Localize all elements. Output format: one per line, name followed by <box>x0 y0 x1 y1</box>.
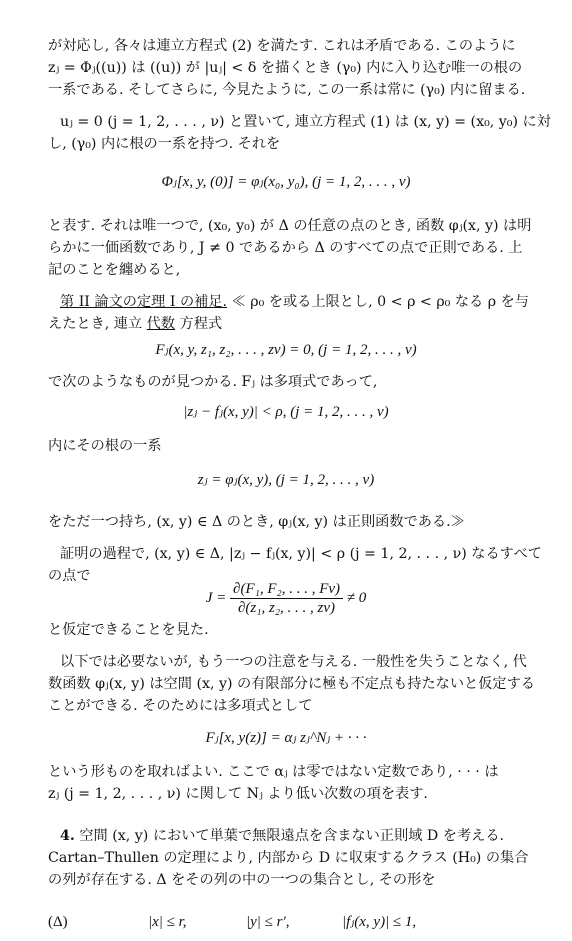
jacobian-fraction <box>230 580 343 617</box>
equation-phi: Φⱼ[x, y, (0)] = φⱼ(x₀, y₀), (j = 1, 2, . . . , ν) <box>161 174 411 190</box>
text-line: と表す. それは唯一つで, (x₀, y₀) が Δ の任意の点のとき, 函数 φⱼ(x, y) は明 <box>48 218 532 234</box>
section-number: 4. <box>60 828 75 844</box>
text-line: 以下では必要ないが, もう一つの注意を与える. 一般性を失うことなく, 代 <box>60 654 527 670</box>
supplement-line-2 <box>48 314 572 334</box>
text-line: で次のようなものが見つかる. Fⱼ は多項式であって, <box>48 374 378 390</box>
supplement-text-c: 方程式 <box>175 316 223 332</box>
text-line: と仮定できることを見た. <box>48 622 209 638</box>
supplement-text: ≪ ρ₀ を或る上限とし, 0 < ρ < ρ₀ なる ρ を与 <box>227 294 529 310</box>
jacobian-denominator: ∂(z₁, z₂, . . . , zν) <box>238 600 336 617</box>
equation-z: zⱼ = φⱼ(x, y), (j = 1, 2, . . . , ν) <box>197 472 375 488</box>
condition-y: |y| ≤ r′, <box>246 914 290 930</box>
text-line: 記のことを纏めると, <box>48 262 181 278</box>
text-line: 内にその根の一系 <box>48 438 162 454</box>
delta-label: (Δ) <box>48 914 68 930</box>
supplement-heading: 第 II 論文の定理 I の補足. <box>60 294 228 310</box>
equation-polynomial: Fⱼ[x, y(z)] = αⱼ zⱼ^Nⱼ + · · · <box>205 730 367 746</box>
section-4-line <box>60 826 572 846</box>
supplement-underlined-word: 代数 <box>146 316 176 332</box>
text-line: zⱼ (j = 1, 2, . . . , ν) に関して Nⱼ より低い次数の項を表す. <box>48 786 428 802</box>
supplement-text-a: えたとき, 連立 <box>48 316 147 332</box>
text-line: ことができる. そのためには多項式として <box>48 698 313 714</box>
text-line: という形ものを取ればよい. ここで αⱼ は零ではない定数であり, · · · は <box>48 764 499 780</box>
section-4-text: 空間 (x, y) において単葉で無限遠点を含まない正則域 D を考える. <box>74 828 505 844</box>
condition-x: |x| ≤ r, <box>148 914 187 930</box>
text-line: の点で <box>48 568 91 584</box>
text-line: zⱼ = Φⱼ((u)) は ((u)) が |uⱼ| < δ を描くとき (γ₀) 内に入り込む唯一の根の <box>48 60 523 76</box>
equation-jacobian <box>0 578 572 618</box>
text-line: 数函数 φⱼ(x, y) は空間 (x, y) の有限部分に極も不定点も持たないと仮定する <box>48 676 535 692</box>
equation-F: Fⱼ(x, y, z₁, z₂, . . . , zν) = 0, (j = 1, 2, . . . , ν) <box>155 342 417 358</box>
condition-f: |fⱼ(x, y)| ≤ 1, <box>342 914 417 930</box>
supplement-line-1 <box>60 292 572 312</box>
equation-inequality: |zⱼ − fⱼ(x, y)| < ρ, (j = 1, 2, . . . , ν) <box>183 404 389 420</box>
text-line: 証明の過程で, (x, y) ∈ Δ, |zⱼ − fⱼ(x, y)| < ρ (j = 1, 2, . . . , ν) なるすべて <box>60 546 542 562</box>
text-line: が対応し, 各々は連立方程式 (2) を満たす. これは矛盾である. このように <box>48 38 516 54</box>
text-line: の列が存在する. Δ をその列の中の一つの集合とし, その形を <box>48 872 436 888</box>
text-line: Cartan–Thullen の定理により, 内部から D に収束するクラス (H₀) の集合 <box>48 850 529 866</box>
text-line: し, (γ₀) 内に根の一系を持つ. それを <box>48 136 281 152</box>
jacobian-numerator: ∂(F₁, F₂, . . . , Fν) <box>230 580 343 599</box>
jacobian-rhs: ≠ 0 <box>346 590 367 606</box>
text-line: をただ一つ持ち, (x, y) ∈ Δ のとき, φⱼ(x, y) は正則函数である.≫ <box>48 514 465 530</box>
jacobian-lhs: J = <box>205 590 227 606</box>
text-line: uⱼ = 0 (j = 1, 2, . . . , ν) と置いて, 連立方程式 (1) は (x, y) = (x₀, y₀) に対 <box>60 114 551 130</box>
text-line: らかに一価函数であり, J ≠ 0 であるから Δ のすべての点で正則である. 上 <box>48 240 523 256</box>
text-line: 一系である. そしてさらに, 今見たように, この一系は常に (γ₀) 内に留まる. <box>48 82 526 98</box>
